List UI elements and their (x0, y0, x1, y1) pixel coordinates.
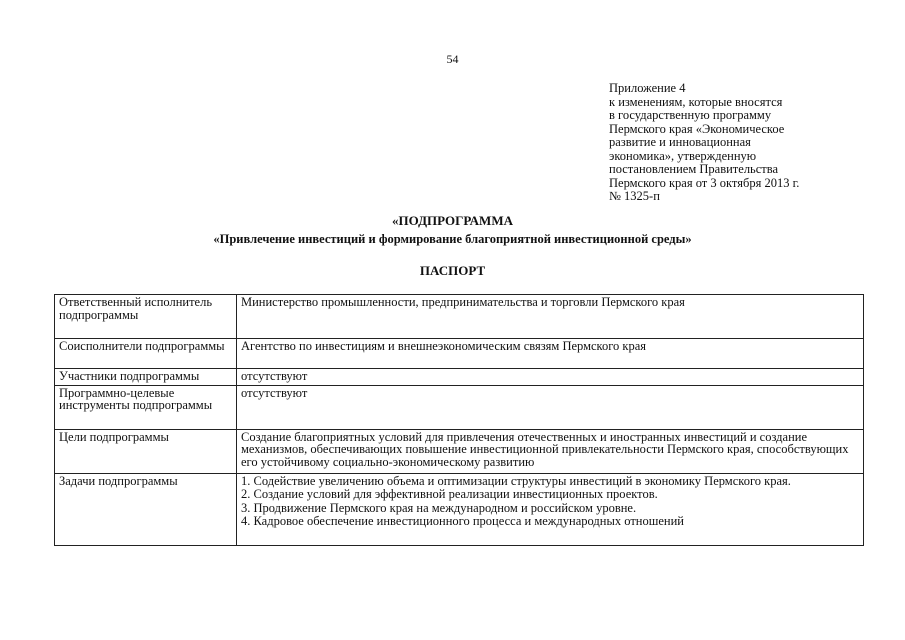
appendix-line: к изменениям, которые вносятся (609, 94, 783, 109)
document-title: «ПОДПРОГРАММА (392, 213, 513, 228)
task-item: 2. Создание условий для эффективной реализации инвестиционных проектов. (241, 487, 658, 501)
appendix-line: Приложение 4 (609, 81, 686, 95)
task-item: 3. Продвижение Пермского края на международном и российском уровне. (241, 500, 637, 515)
appendix-line: в государственную программу (609, 108, 772, 122)
table-row (55, 385, 864, 429)
row-value: Министерство промышленности, предпринимательства и торговли Пермского края (237, 295, 864, 339)
passport-heading: ПАСПОРТ (419, 263, 486, 278)
table-row (55, 473, 864, 545)
table-row (55, 429, 864, 473)
passport-table (54, 294, 864, 546)
table-row (55, 295, 864, 339)
row-value: Создание благоприятных условий для привлечения отечественных и иностранных инвестиций и создание механизмов, обеспечивающих повышение инвестиционной привлекательности Пермского края, способствующих его устойчивому социально-экономическому развитию (237, 429, 864, 473)
task-item: 4. Кадровое обеспечение инвестиционного процесса и международных отношений (241, 514, 684, 528)
row-label: Участники подпрограммы (55, 369, 237, 386)
appendix-line: экономика», утвержденную (609, 148, 757, 163)
table-row (55, 339, 864, 369)
row-value: отсутствуют (237, 385, 864, 429)
appendix-block (609, 82, 899, 204)
appendix-line: Пермского края от 3 октября 2013 г. (609, 175, 800, 190)
row-label: Ответственный исполнитель подпрограммы (55, 295, 237, 339)
table-row (55, 369, 864, 386)
appendix-line: Пермского края «Экономическое (609, 121, 785, 136)
row-label: Цели подпрограммы (55, 429, 237, 473)
task-item: 1. Содействие увеличению объема и оптимизации структуры инвестиций в экономику Пермского края. (241, 473, 791, 488)
row-label: Соисполнители подпрограммы (55, 339, 237, 369)
document-subtitle: «Привлечение инвестиций и формирование благоприятной инвестиционной среды» (213, 232, 692, 246)
appendix-line: № 1325-п (609, 189, 660, 203)
row-value: отсутствуют (237, 369, 864, 386)
appendix-line: постановлением Правительства (609, 162, 779, 176)
row-value (237, 473, 864, 545)
appendix-line: развитие и инновационная (609, 135, 751, 149)
page-number: 54 (446, 52, 459, 66)
row-value: Агентство по инвестициям и внешнеэкономическим связям Пермского края (237, 339, 864, 369)
row-label: Программно-целевые инструменты подпрограммы (55, 385, 237, 429)
row-label: Задачи подпрограммы (55, 473, 237, 545)
